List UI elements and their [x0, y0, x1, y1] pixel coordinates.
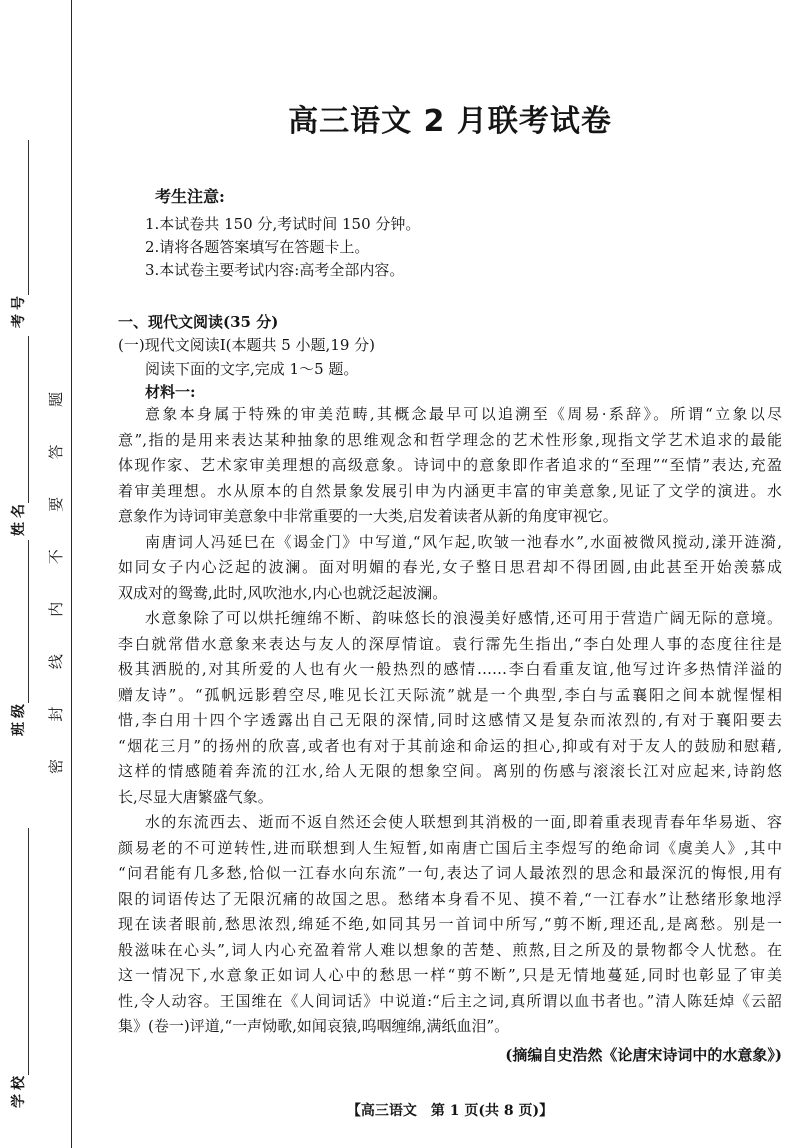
passage-paragraph — [118, 530, 782, 607]
exam-number-label: 考号 — [11, 296, 27, 328]
class-underline — [28, 540, 29, 703]
passage-line: 着审美理想。水从原本的自然景象发展引申为内涵更丰富的审美意象,见证了文学的演进。水 — [118, 481, 782, 500]
passage-paragraph — [118, 606, 782, 810]
notice-item: 1.本试卷共 150 分,考试时间 150 分钟。 — [145, 215, 421, 233]
passage-line: 现在读者眼前,愁思浓烈,绵延不绝,如同其另一首词中所写,“剪不断,理还乱,是离愁。别是一 — [118, 915, 782, 933]
passage-line: “问君能有几多愁,恰似一江春水向东流”一句,表达了词人最浓烈的思念和最深沉的悔恨,用有 — [118, 864, 782, 882]
binding-cut-line — [71, 0, 72, 1148]
passage-line: 长,尽显大唐繁盛气象。 — [118, 787, 273, 806]
name-underline — [28, 336, 29, 503]
passage-line: 这样的情感随着奔流的江水,给人无限的想象空间。离别的伤感与滚滚长江对应起来,诗韵悠 — [118, 762, 782, 780]
passage-line: 南唐词人冯延巳在《谒金门》中写道,“风乍起,吹皱一池春水”,水面被微风搅动,漾开涟漪, — [145, 532, 782, 551]
notice-item: 2.请将各题答案填写在答题卡上。 — [145, 238, 370, 256]
passage-line: “烟花三月”的扬州的欣喜,或者也有对于其前途和命运的担心,抑或有对于友人的鼓励和慰藉, — [118, 736, 782, 755]
passage-line: 如同女子内心泛起的波澜。面对明媚的春光,女子整日思君却不得团圆,由此甚至开始羡慕成 — [118, 558, 782, 576]
passage-line: 惜,李白用十四个字透露出自己无限的深情,同时这感情又是复杂而浓烈的,有对于襄阳要去 — [118, 711, 782, 729]
passage-line: 颜易老的不可逆转性,进而联想到人生短暂,如南唐亡国后主李煜写的绝命词《虞美人》,其中 — [118, 838, 782, 857]
passage-line: 意象作为诗词审美意象中非常重要的一大类,启发着读者从新的角度审视它。 — [118, 507, 618, 525]
passage-paragraph — [118, 402, 782, 530]
section-instruction: 阅读下面的文字,完成 1～5 题。 — [145, 360, 359, 378]
passage-line: 这一情况下,水意象正如词人心中的愁思一样“剪不断”,只是无情地蔓延,同时也彰显了审美 — [118, 966, 782, 984]
school-label: 学校 — [11, 1076, 27, 1108]
section-subheading: (一)现代文阅读Ⅰ(本题共 5 小题,19 分) — [118, 336, 376, 354]
passage-line: 意象本身属于特殊的审美范畴,其概念最早可以追溯至《周易·系辞》。所谓“立象以尽 — [145, 405, 782, 423]
page-footer: 【高三语文 第 1 页(共 8 页)】 — [346, 1103, 554, 1119]
passage-line: 水的东流西去、逝而不返自然还会使人联想到其消极的一面,即着重表现青春年华易逝、容 — [145, 813, 782, 831]
passage-line: 意”,指的是用来表达某种抽象的思维观念和哲学理念的艺术性形象,现指文学艺术追求的最能 — [118, 430, 782, 449]
passage-line: 体现作家、艺术家审美理想的高级意象。诗词中的意象即作者追求的“至理”“至情”表达,充盈 — [118, 456, 782, 474]
passage-line: 双成对的鸳鸯,此时,风吹池水,内心也就泛起波澜。 — [118, 583, 448, 602]
exam-title: 高三语文 2 月联考试卷 — [288, 104, 612, 139]
name-label: 姓名 — [11, 504, 27, 536]
notice-item: 3.本试卷主要考试内容:高考全部内容。 — [145, 261, 405, 279]
passage-line: 性,令人动容。王国维在《人间词话》中说道:“后主之词,真所谓以血书者也。”清人陈廷焯《云韶 — [118, 991, 782, 1010]
passage-source: (摘编自史浩然《论唐宋诗词中的水意象》) — [505, 1046, 782, 1064]
material-label: 材料一: — [145, 383, 196, 401]
exam-number-underline — [28, 140, 29, 295]
passage-line: 李白就常借水意象来表达与友人的深厚情谊。袁行霈先生指出,“李白处理人事的态度往往是 — [118, 634, 782, 653]
passage-line: 赠友诗”。“孤帆远影碧空尽,唯见长江天际流”就是一个典型,李白与孟襄阳之间本就惺惺相 — [118, 685, 782, 704]
notice-heading: 考生注意: — [155, 187, 225, 206]
passage-line: 极其洒脱的,对其所爱的人也有火一般热烈的感情……李白看重友谊,他写过许多热情洋溢的 — [118, 660, 782, 678]
passage-paragraph — [118, 810, 782, 1040]
passage-line: 水意象除了可以烘托缠绵不断、韵味悠长的浪漫美好感情,还可用于营造广阔无际的意境。 — [145, 609, 782, 627]
section-heading: 一、现代文阅读(35 分) — [118, 313, 279, 331]
passage-line: 般滋味在心头”,词人内心充盈着常人难以想象的苦楚、煎熬,目之所及的景物都令人忧愁。在 — [118, 940, 782, 959]
passage-line: 集》(卷一)评道,“一声恸歌,如闻哀猿,呜咽缠绵,满纸血泪”。 — [118, 1017, 510, 1035]
class-label: 班级 — [11, 704, 27, 736]
school-underline — [28, 828, 29, 1075]
passage-body — [118, 402, 782, 1040]
passage-line: 限的词语传达了无限沉痛的故国之思。愁绪本身看不见、摸不着,“一江春水”让愁绪形象地浮 — [118, 889, 782, 908]
seal-warning-text: 密封线内不要答题 — [47, 392, 65, 774]
